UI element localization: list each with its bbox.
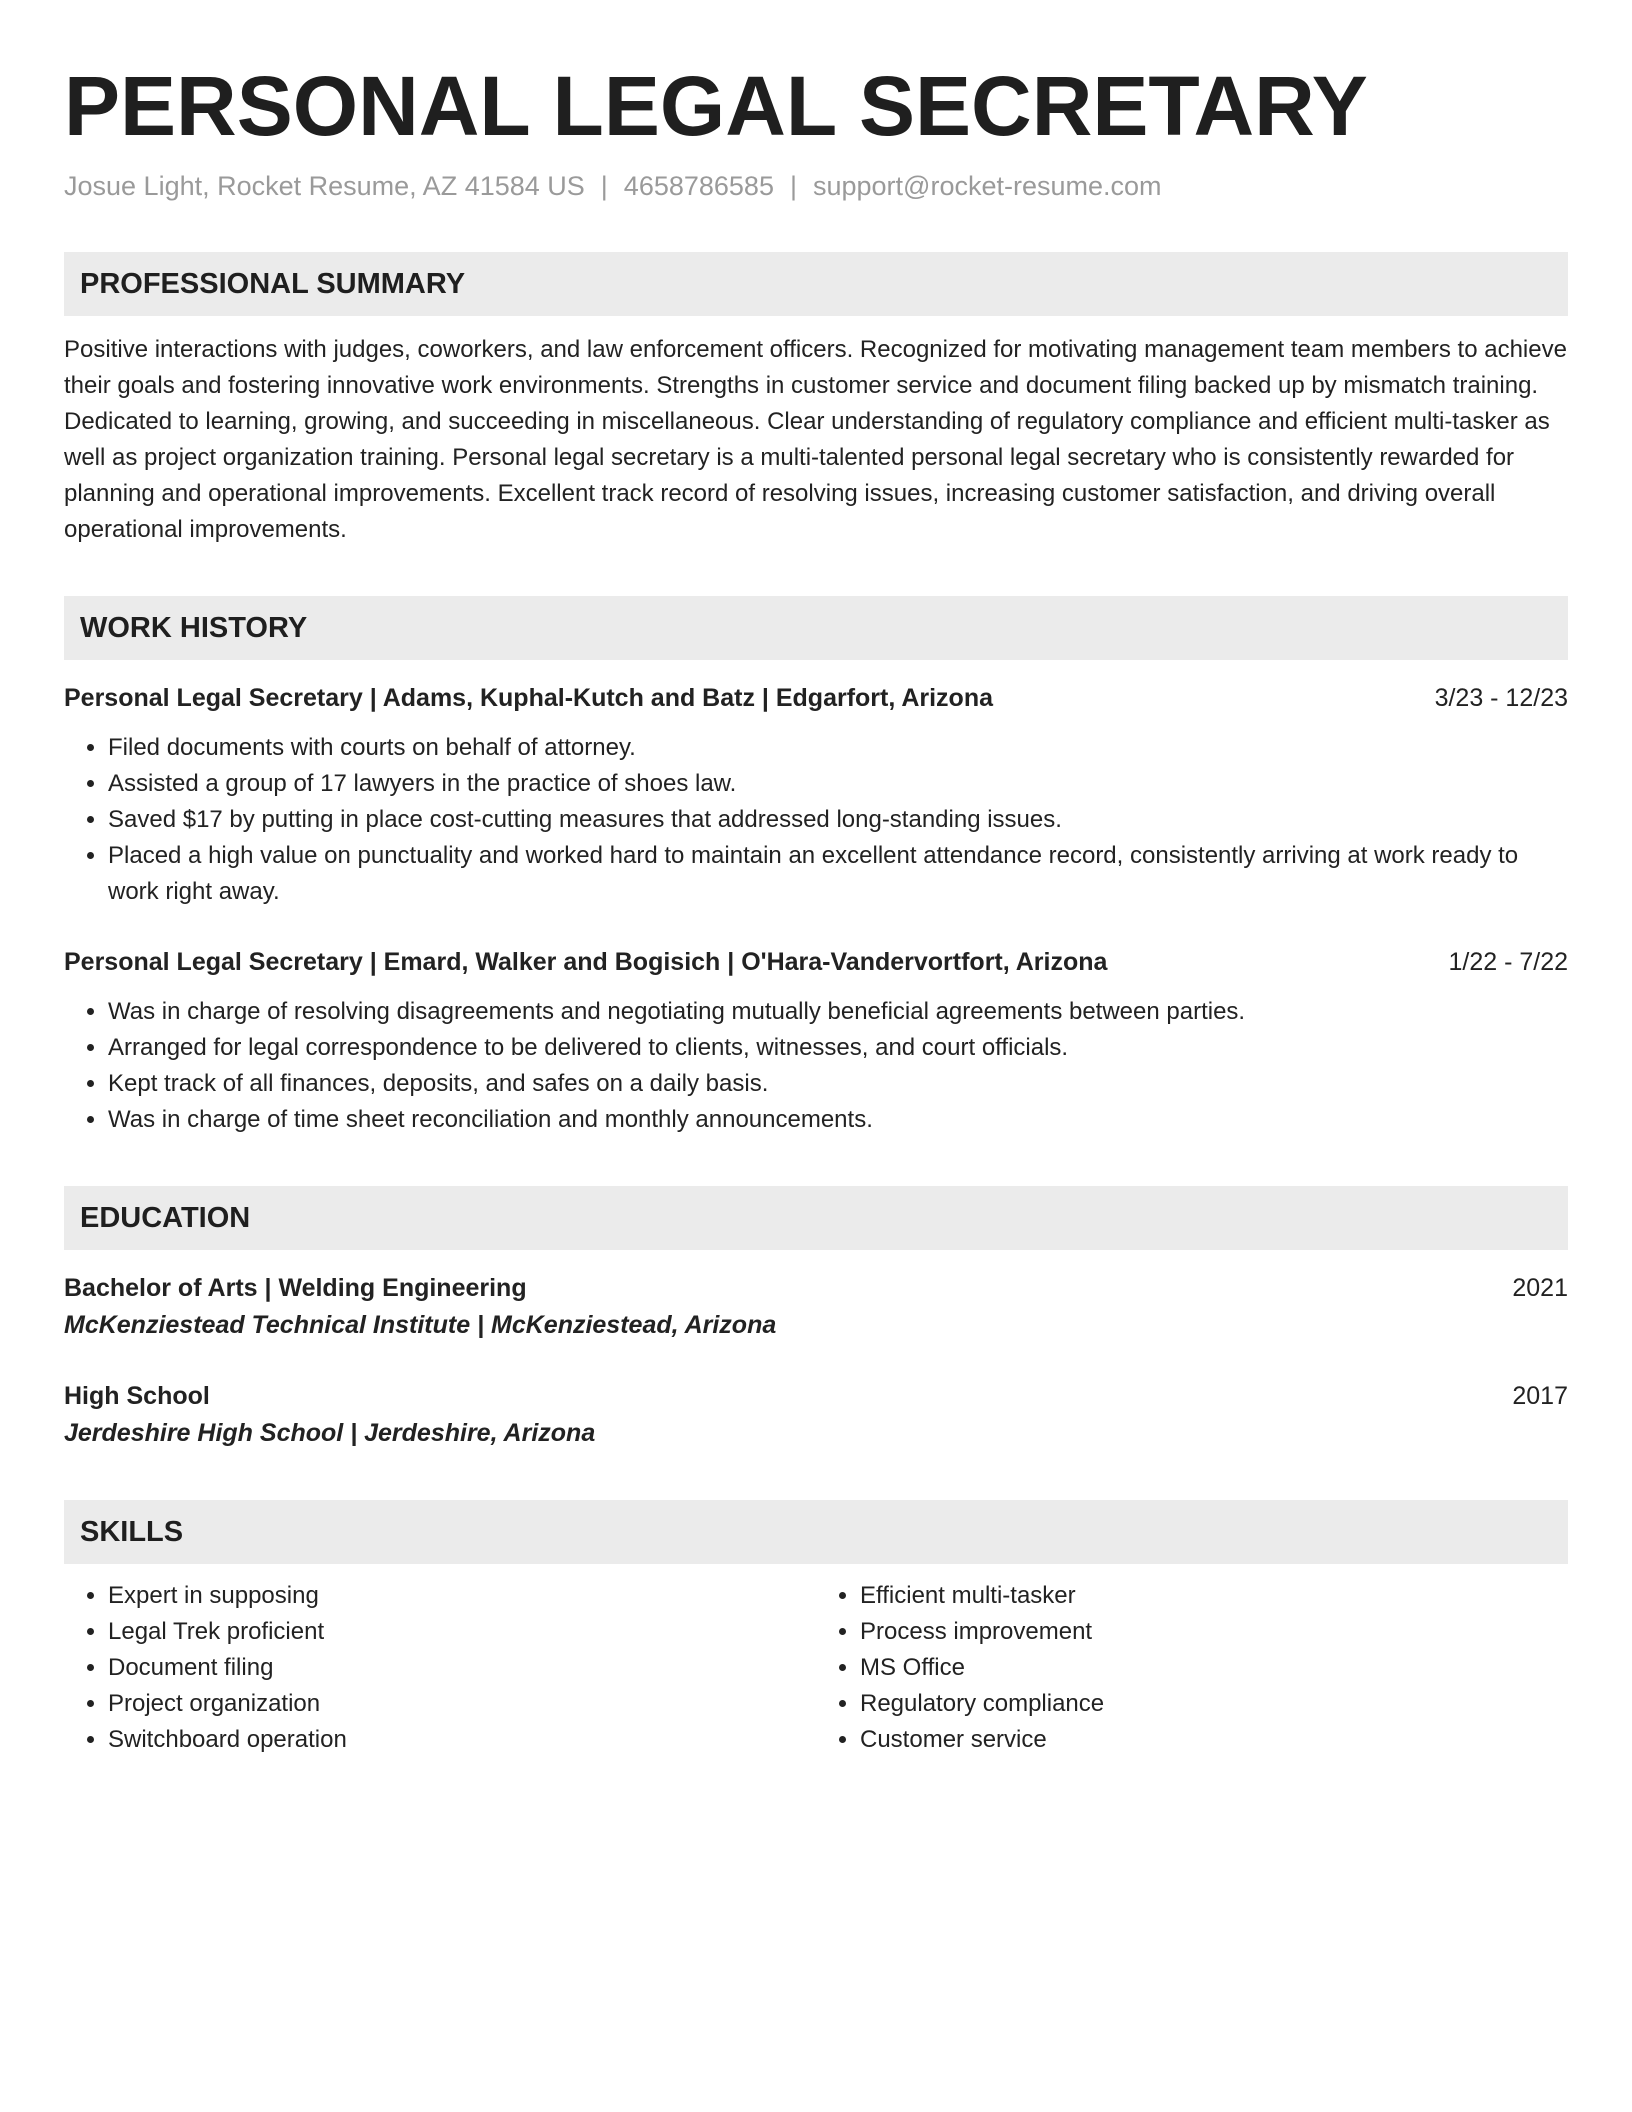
education-entry xyxy=(64,1378,1568,1452)
section-header-skills: SKILLS xyxy=(64,1500,1568,1564)
job-heading: Personal Legal Secretary | Emard, Walker and Bogisich | O'Hara-Vandervortfort, Arizona xyxy=(64,948,1108,976)
education-entry xyxy=(64,1270,1568,1344)
education-year: 2017 xyxy=(1512,1382,1568,1410)
list-item: • Saved $17 by putting in place cost-cutting measures that addressed long-standing issues. xyxy=(108,802,1568,838)
skill-item: • Customer service xyxy=(860,1722,1568,1758)
list-item: • Filed documents with courts on behalf of attorney. xyxy=(108,730,1568,766)
job-dates: 3/23 - 12/23 xyxy=(1434,684,1568,712)
contact-line xyxy=(64,168,1568,204)
skills-column-right xyxy=(816,1578,1568,1758)
job-heading: Personal Legal Secretary | Adams, Kuphal-Kutch and Batz | Edgarfort, Arizona xyxy=(64,684,993,712)
contact-separator: | xyxy=(600,171,608,201)
skill-item: • Legal Trek proficient xyxy=(108,1614,816,1650)
section-header-summary: PROFESSIONAL SUMMARY xyxy=(64,252,1568,316)
job-entry xyxy=(64,680,1568,910)
skill-item: • Regulatory compliance xyxy=(860,1686,1568,1722)
list-item: • Placed a high value on punctuality and worked hard to maintain an excellent attendance record, consistently arriving at work ready to work right away. xyxy=(108,838,1568,910)
job-header xyxy=(64,944,1568,980)
skill-item: • MS Office xyxy=(860,1650,1568,1686)
job-header xyxy=(64,680,1568,716)
job-dates: 1/22 - 7/22 xyxy=(1448,948,1568,976)
contact-separator: | xyxy=(789,171,797,201)
job-bullets xyxy=(64,994,1568,1138)
list-item: • Kept track of all finances, deposits, and safes on a daily basis. xyxy=(108,1066,1568,1102)
skill-item: • Project organization xyxy=(108,1686,816,1722)
job-entry xyxy=(64,944,1568,1138)
list-item: • Was in charge of time sheet reconciliation and monthly announcements. xyxy=(108,1102,1568,1138)
education-year: 2021 xyxy=(1512,1274,1568,1302)
skills-column-left xyxy=(64,1578,816,1758)
contact-address: Josue Light, Rocket Resume, AZ 41584 US xyxy=(64,171,585,201)
list-item: • Was in charge of resolving disagreements and negotiating mutually beneficial agreements between parties. xyxy=(108,994,1568,1030)
skill-item: • Document filing xyxy=(108,1650,816,1686)
summary-text: Positive interactions with judges, coworkers, and law enforcement officers. Recognized for motivating management team members to achieve their goals and fostering innovative work environments. Strengths in customer service and document filing backed up by mismatch training. Dedicated to learning, growing, and succeeding in miscellaneous. Clear understanding of regulatory compliance and efficient multi-tasker as well as project organization training. Personal legal secretary is a multi-talented personal legal secretary who is consistently rewarded for planning and operational improvements. Excellent track record of resolving issues, increasing customer satisfaction, and driving overall operational improvements. xyxy=(64,336,1567,543)
skill-item: • Expert in supposing xyxy=(108,1578,816,1614)
section-header-education: EDUCATION xyxy=(64,1186,1568,1250)
resume-page xyxy=(64,56,1568,1758)
education-degree: High School xyxy=(64,1382,210,1410)
skill-item: • Efficient multi-tasker xyxy=(860,1578,1568,1614)
education-degree: Bachelor of Arts | Welding Engineering xyxy=(64,1274,527,1302)
education-header xyxy=(64,1270,1568,1306)
list-item: • Assisted a group of 17 lawyers in the practice of shoes law. xyxy=(108,766,1568,802)
education-header xyxy=(64,1378,1568,1414)
contact-phone: 4658786585 xyxy=(623,171,774,201)
list-item: • Arranged for legal correspondence to be delivered to clients, witnesses, and court officials. xyxy=(108,1030,1568,1066)
skills-list xyxy=(64,1578,1568,1758)
resume-title: PERSONAL LEGAL SECRETARY xyxy=(64,59,1368,153)
job-bullets xyxy=(64,730,1568,910)
education-school: McKenziestead Technical Institute | McKenziestead, Arizona xyxy=(64,1311,777,1339)
section-header-work-history: WORK HISTORY xyxy=(64,596,1568,660)
education-school: Jerdeshire High School | Jerdeshire, Arizona xyxy=(64,1419,596,1447)
skill-item: • Switchboard operation xyxy=(108,1722,816,1758)
contact-email: support@rocket-resume.com xyxy=(812,171,1162,201)
skill-item: • Process improvement xyxy=(860,1614,1568,1650)
